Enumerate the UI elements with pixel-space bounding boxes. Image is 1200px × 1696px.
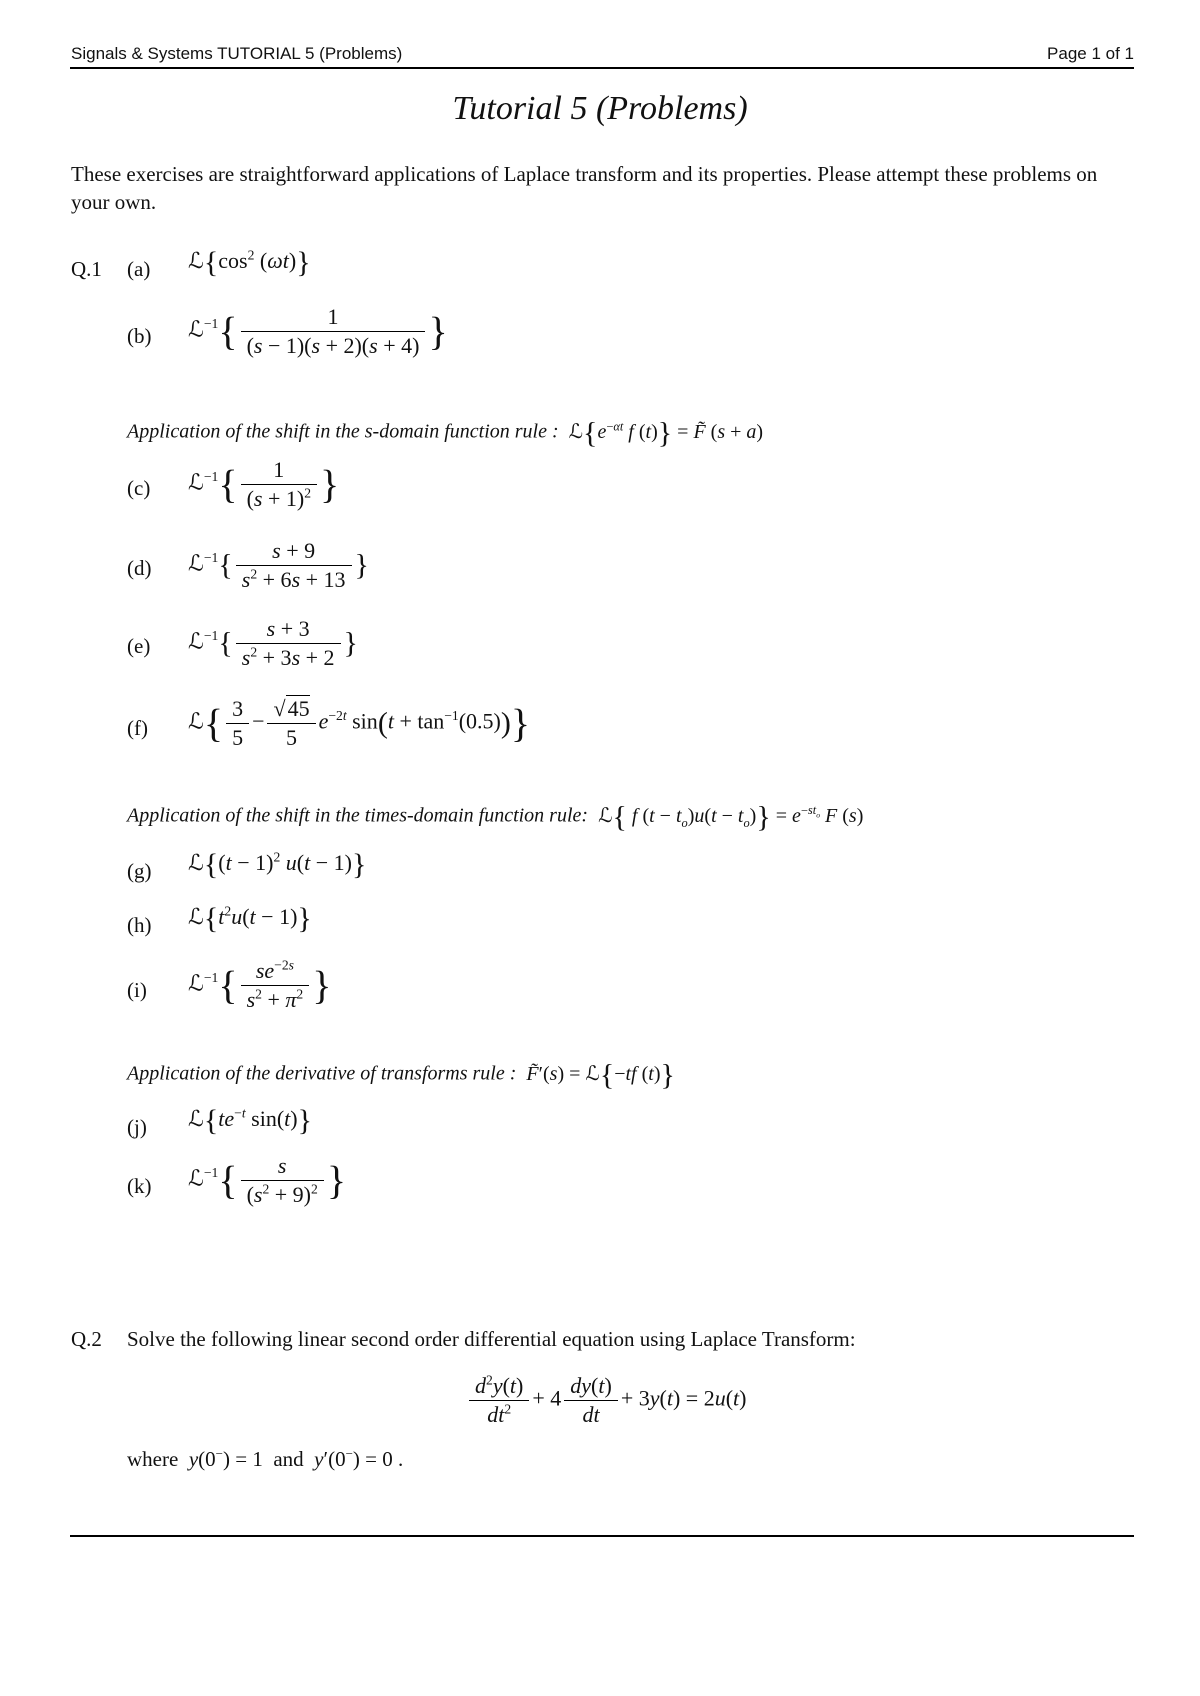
part-i-label: (i) bbox=[127, 978, 147, 1002]
part-b-expression: ℒ$^{-1}${ $\frac{1}{(s - 1)(s + 2)(s + 4)}$ } bbox=[188, 304, 448, 358]
t-shift-rule: Application of the shift in the times-domain function rule: ℒ{ f $(t - t_o)u(t - t_o)\} = e^{-st_o}$ F (s) bbox=[127, 800, 864, 833]
footer-rule bbox=[70, 1535, 1134, 1537]
part-g-label: (g) bbox=[127, 859, 152, 883]
part-h-expression: $ℒ\{t^2u(t - 1)\}$ bbox=[188, 902, 312, 935]
part-k-label: (k) bbox=[127, 1174, 152, 1198]
part-h-label: (h) bbox=[127, 913, 152, 937]
derivative-rule: Application of the derivative of transforms rule : F̃′(s) = ℒ{−tf (t)} bbox=[127, 1058, 675, 1091]
part-f-label: (f) bbox=[127, 716, 148, 740]
part-c-expression: ℒ$^{-1}${ $\frac{1}{(s + 1)^2}$ } bbox=[188, 457, 340, 511]
part-f-expression: ℒ{ $\frac{3}{5}$ − $\frac{√45}{5}$ $e^{-2t}$ $\sin(t + \tan^{-1}(0.5))$} bbox=[188, 696, 531, 750]
part-e-expression: ℒ$^{-1}${ $\frac{s + 3}{s^2 + 3s + 2}$ } bbox=[188, 616, 358, 670]
part-g-expression: ℒ{(t − 1)$^2$ u(t − 1)} bbox=[188, 848, 367, 881]
part-i-expression: ℒ$^{-1}${ $\frac{se^{-2s}}{s^2 + \pi^2}$ } bbox=[188, 957, 332, 1012]
differential-equation: $\frac{d^2y(t)}{dt^2}$ + 4 $\frac{dy(t)}{dt}$ + 3y(t) = 2u(t) bbox=[466, 1372, 746, 1429]
question-1-number: Q.1 bbox=[71, 257, 102, 281]
and-word: and bbox=[273, 1447, 304, 1471]
part-d-expression: ℒ$^{-1}${ $\frac{s + 9}{s^2 + 6s + 13}$ } bbox=[188, 538, 369, 592]
part-d-label: (d) bbox=[127, 556, 152, 580]
part-j-expression: $ℒ\{te^{-t}$ sin(t)} bbox=[188, 1104, 312, 1137]
question-2-number: Q.2 bbox=[71, 1327, 102, 1351]
question-2-text: Solve the following linear second order differential equation using Laplace Transform: bbox=[127, 1327, 856, 1351]
header-rule bbox=[70, 67, 1134, 69]
where-word: where bbox=[127, 1447, 179, 1471]
derivative-rule-text: Application of the derivative of transforms rule : bbox=[127, 1062, 517, 1085]
running-header-title: Signals & Systems TUTORIAL 5 (Problems) bbox=[71, 44, 403, 63]
part-e-label: (e) bbox=[127, 634, 151, 658]
s-shift-rule: Application of the shift in the s-domain function rule : $ℒ\{e^{-\alpha t}$ f (t)} = F̃ (s + a) bbox=[127, 416, 764, 449]
part-k-expression: ℒ$^{-1}${ $\frac{s}{(s^2 + 9)^2}$ } bbox=[188, 1153, 347, 1207]
page-title: Tutorial 5 (Problems) bbox=[452, 90, 748, 127]
page-number: Page 1 of 1 bbox=[1047, 44, 1134, 63]
part-j-label: (j) bbox=[127, 1115, 147, 1139]
part-a-expression: $ℒ\{\cos^2$ (ωt)} bbox=[188, 246, 311, 279]
t-shift-rule-text: Application of the shift in the times-domain function rule: bbox=[127, 804, 589, 827]
part-c-label: (c) bbox=[127, 476, 151, 500]
intro-paragraph: These exercises are straightforward applications of Laplace transform and its properties. Please attempt these problems on your own. bbox=[71, 162, 1098, 214]
initial-conditions: where y(0−) = 1 and y′(0−) = 0 . bbox=[127, 1446, 404, 1471]
part-b-label: (b) bbox=[127, 324, 152, 348]
s-shift-rule-text: Application of the shift in the s-domain function rule : bbox=[127, 420, 559, 443]
part-a-label: (a) bbox=[127, 257, 151, 281]
